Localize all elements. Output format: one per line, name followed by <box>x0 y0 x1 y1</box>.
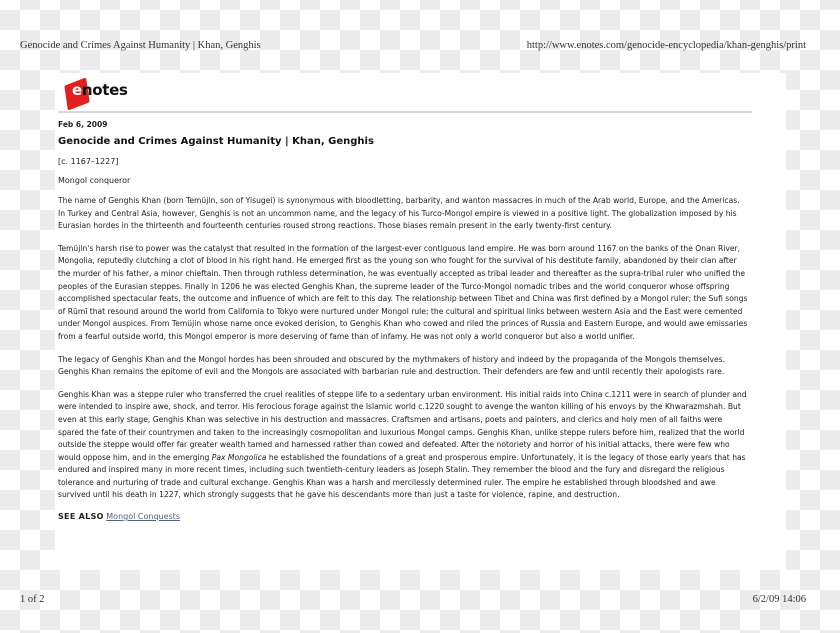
pax-mongolica-term: Pax Mongolica <box>211 452 267 462</box>
print-header <box>20 40 806 51</box>
paragraph-1: The name of Genghis Khan (born Temüjin, son of Yisugei) is synonymous with bloodletting, barbarity, and wanton massacres in much of the Arab world, Europe, and the Americas. In Turkey and Central Asia, however, Genghis is not an uncommon name, and the legacy of his Turco-Mongol empire is viewed in a positive light. The globalization imposed by his Eurasian hordes in the thirteenth and fourteenth centuries roused strong reactions. Those biases remain present in the early twenty-first century. <box>58 196 740 231</box>
print-footer <box>20 594 806 605</box>
print-header-title: Genocide and Crimes Against Humanity | Khan, Genghis <box>20 40 261 51</box>
document-page <box>55 73 786 570</box>
see-also-link-mongol-conquests[interactable]: Mongol Conquests <box>106 512 180 522</box>
article-content <box>58 73 768 521</box>
article-date: Feb 6, 2009 <box>58 120 108 129</box>
life-dates: [c. 1167–1227] <box>58 157 119 166</box>
see-also <box>58 512 768 521</box>
paragraph-4: Genghis Khan was a steppe ruler who transferred the cruel realities of steppe life to a sedentary urban environment. His initial raids into China c.1211 were in search of plunder and were intended to inspire awe, shock, and terror. His ferocious forage against the Islamic world c.1220 sought to avenge the wanton killing of his envoys by the Khwarazmshah. But even at this early stage, Genghis Khan was selective in his destruction and massacres. Craftsmen and artisans, poets and painters, and clerics and holy men of all faiths were spared the fate of their countrymen and taken to the increasingly cosmopolitan and luxurious Mongol camps. Genghis Khan, unlike steppe rulers before him, realized that the world outside the steppe would offer far greater wealth tamed and harnessed rather than cowed and defeated. After the notoriety and horror of his initial attacks, there were few who would oppose him, and in the emerging Pax Mongolica he established the foundations of a great and prosperous empire. Unfortunately, it is the legacy of those early years that has endured and inspired many in more recent times, including such twentieth-century leaders as Joseph Stalin. They remember the blood and the fury and disregard the religious tolerance and nurturing of trade and cultural exchange. Genghis Khan was a harsh and mercilessly determined ruler. The empire he established through bloodshed and awe survived until his death in 1227, which strongly suggests that he gave his descendants more than just a taste for violence, rapine, and destruction. <box>58 389 747 500</box>
enotes-logo[interactable] <box>62 79 132 107</box>
logo-text: enotes <box>72 81 128 99</box>
print-timestamp: 6/2/09 14:06 <box>752 594 806 605</box>
logo-row <box>58 73 752 113</box>
article-title: Genocide and Crimes Against Humanity | Khan, Genghis <box>58 136 374 147</box>
paragraph-2: Temüjin's harsh rise to power was the catalyst that resulted in the formation of the largest-ever contiguous land empire. He was born around 1167 on the banks of the Onan River, Mongolia, reputedly clutching a clot of blood in his right hand. He emerged first as the young son who fought for the survival of his destitute family, abandoned by their clan after the murder of his father, a minor chieftain. Then through ruthless determination, he was eventually accepted as tribal leader and thereafter as the supra-tribal ruler who unified the peoples of the Eurasian steppes. Finally in 1206 he was elected Genghis Khan, the supreme leader of the Turco-Mongol nomadic tribes and the world conqueror whose offspring accomplished spectacular feats, the outcome and influence of which are felt to this day. The relationship between Tibet and China was first defined by a Mongol ruler; the Sufi songs of Rūmī that resound around the world from California to Tokyo were nurtured under Mongol rule; the cultural and spiritual links between western Asia and the East were cemented under Mongol auspices. From Temüjin whose name once evoked derision, to Genghis Khan who cowed and riled the princes of Russia and Eastern Europe, and would awe emissaries from a fearful outside world, this Mongol emperor is more deserving of fame than of infamy. He was not only a world conqueror but also a world unifier. <box>58 243 748 341</box>
subject-role: Mongol conqueror <box>58 176 131 185</box>
print-header-url: http://www.enotes.com/genocide-encyclopedia/khan-genghis/print <box>526 40 806 51</box>
paragraph-3: The legacy of Genghis Khan and the Mongol hordes has been shrouded and obscured by the mythmakers of history and indeed by the propaganda of the Mongols themselves. Genghis Khan remains the epitome of evil and the Mongols are associated with barbarian rule and destruction. Their defenders are few and until recently their apologists rare. <box>58 354 726 377</box>
page-count: 1 of 2 <box>20 594 45 605</box>
see-also-label: SEE ALSO <box>58 512 104 522</box>
